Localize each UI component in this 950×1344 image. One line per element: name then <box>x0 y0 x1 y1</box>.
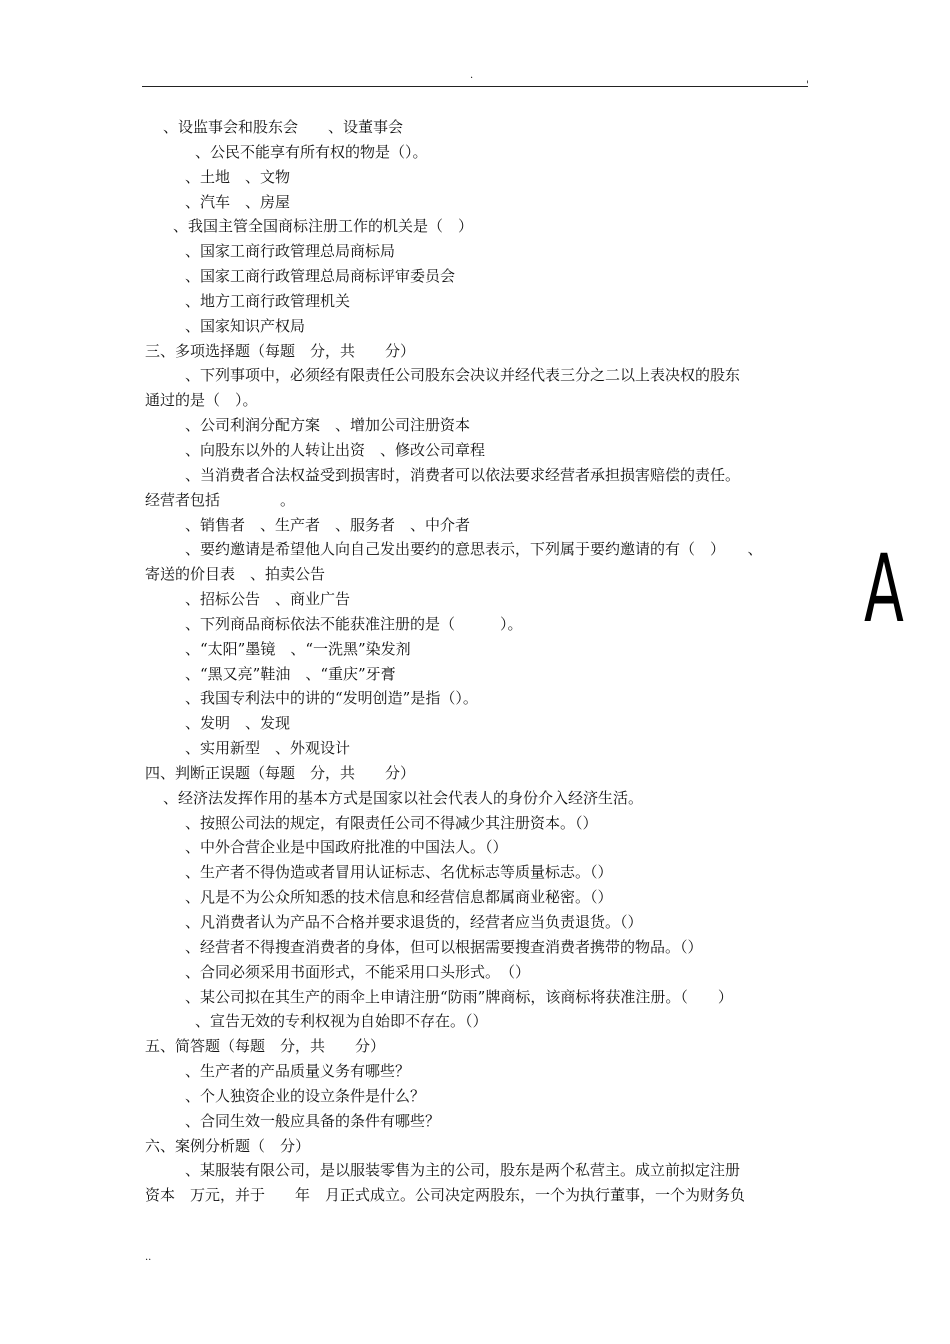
text-line: 、汽车 、房屋 <box>185 192 291 211</box>
header-corner-mark: ' <box>806 80 809 91</box>
text-line: 、当消费者合法权益受到损害时，消费者可以依法要求经营者承担损害赔偿的责任。 <box>185 465 741 484</box>
text-line: 、生产者的产品质量义务有哪些？ <box>185 1062 411 1081</box>
text-line: 、公司利润分配方案 、增加公司注册资本 <box>185 416 471 435</box>
text-line: 、设监事会和股东会 、设董事会 <box>163 118 404 136</box>
text-line: 、国家工商行政管理总局商标局 <box>185 242 396 261</box>
text-line: 、国家知识产权局 <box>185 316 306 335</box>
text-line: 、国家工商行政管理总局商标评审委员会 <box>185 267 456 286</box>
text-line: 、合同必须采用书面形式，不能采用口头形式。 （） <box>185 962 531 981</box>
text-line: 、生产者不得伪造或者冒用认证标志、名优标志等质量标志。（） <box>185 863 613 882</box>
text-line: 、“黑又亮”鞋油 、“重庆”牙膏 <box>185 664 396 683</box>
text-line: 、公民不能享有所有权的物是（）。 <box>195 142 428 161</box>
header-mark: . <box>470 70 474 81</box>
text-line: 、中外合营企业是中国政府批准的中国法人。（） <box>185 838 508 857</box>
text-line: 经营者包括 。 <box>145 490 296 509</box>
text-line: 、招标公告 、商业广告 <box>185 590 351 609</box>
text-line: 寄送的价目表 、拍卖公告 <box>145 565 326 584</box>
text-line: 、向股东以外的人转让出资 、修改公司章程 <box>185 440 486 459</box>
text-line: 、宣告无效的专利权视为自始即不存在。（） <box>195 1012 488 1031</box>
text-line: 、发明 、发现 <box>185 714 291 733</box>
text-line: 、某公司拟在其生产的雨伞上申请注册“防雨”牌商标，该商标将获准注册。（ ） <box>185 987 733 1006</box>
text-line: 五、简答题（每题 分，共 分） <box>145 1037 386 1056</box>
text-line: 六、案例分析题（ 分） <box>145 1136 311 1155</box>
text-line: 通过的是（ ）。 <box>145 391 258 410</box>
text-line: 、经济法发挥作用的基本方式是国家以社会代表人的身份介入经济生活。 <box>163 788 644 807</box>
text-line: 、要约邀请是希望他人向自己发出要约的意思表示，下列属于要约邀请的有（ ） 、 <box>185 540 763 559</box>
text-line: 资本 万元，并于 年 月正式成立。公司决定两股东，一个为执行董事，一个为财务负 <box>145 1186 746 1205</box>
text-line: 、某服装有限公司，是以服装零售为主的公司，股东是两个私营主。成立前拟定注册 <box>185 1161 741 1180</box>
text-line: 、我国主管全国商标注册工作的机关是（ ） <box>173 217 474 236</box>
text-line: 、“太阳”墨镜 、“一洗黑”染发剂 <box>185 639 411 658</box>
text-line: 、按照公司法的规定，有限责任公司不得减少其注册资本。（） <box>185 813 598 832</box>
text-line: 四、判断正误题（每题 分，共 分） <box>145 763 416 782</box>
text-line: 、实用新型 、外观设计 <box>185 739 351 758</box>
text-line: 、个人独资企业的设立条件是什么？ <box>185 1086 426 1105</box>
text-line: 、销售者 、生产者 、服务者 、中介者 <box>185 515 471 534</box>
footer-mark: .. <box>145 1252 152 1263</box>
document-body <box>145 115 810 1208</box>
text-line: 、地方工商行政管理机关 <box>185 291 351 310</box>
text-line: 、土地 、文物 <box>185 167 291 186</box>
text-line: 三、多项选择题（每题 分，共 分） <box>145 341 416 360</box>
text-line: 、下列事项中，必须经有限责任公司股东会决议并经代表三分之二以上表决权的股东 <box>185 366 741 385</box>
side-letter: A <box>864 535 904 644</box>
text-line: 、我国专利法中的讲的“发明创造”是指（）。 <box>185 689 478 708</box>
text-line: 、凡消费者认为产品不合格并要求退货的，经营者应当负责退货。（） <box>185 913 643 931</box>
text-line: 、经营者不得搜查消费者的身体，但可以根据需要搜查消费者携带的物品。（） <box>185 937 703 956</box>
text-line: 、下列商品商标依法不能获准注册的是（ ）。 <box>185 614 523 633</box>
text-line: 、合同生效一般应具备的条件有哪些？ <box>185 1111 441 1130</box>
text-line: 、凡是不为公众所知悉的技术信息和经营信息都属商业秘密。（） <box>185 888 613 907</box>
header-rule <box>142 86 808 87</box>
